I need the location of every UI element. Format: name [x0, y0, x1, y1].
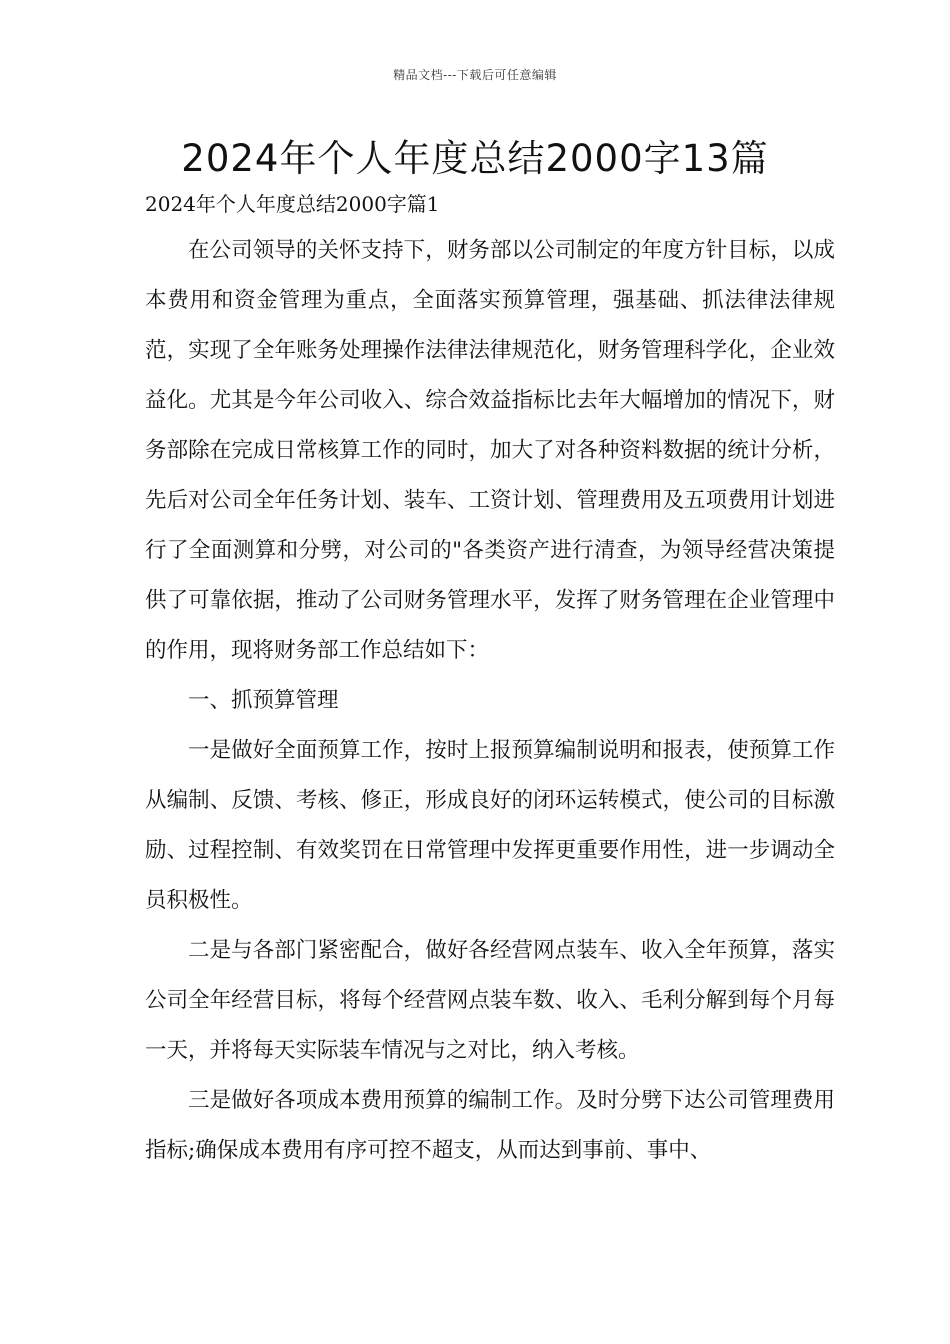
header-note: 精品文档---下载后可任意编辑: [393, 68, 557, 82]
paragraph: 二是与各部门紧密配合，做好各经营网点装车、收入全年预算，落实公司全年经营目标，将每个经营网点装车数、收入、毛利分解到每个月每一天，并将每天实际装车情况与之对比，纳入考核。: [145, 938, 835, 1063]
paragraph: 在公司领导的关怀支持下，财务部以公司制定的年度方针目标，以成本费用和资金管理为重点，全面落实预算管理，强基础、抓法律法律规范，实现了全年账务处理操作法律法律规范化，财务管理科学化，企业效益化。尤其是今年公司收入、综合效益指标比去年大幅增加的情况下，财务部除在完成日常核算工作的同时，加大了对各种资料数据的统计分析，先后对公司全年任务计划、装车、工资计划、管理费用及五项费用计划进行了全面测算和分劈，对公司的"各类资产进行清查，为领导经营决策提供了可靠依据，推动了公司财务管理水平，发挥了财务管理在企业管理中的作用，现将财务部工作总结如下：: [145, 238, 835, 663]
document-subtitle: 2024年个人年度总结2000字篇1: [145, 192, 440, 216]
paragraph: 一是做好全面预算工作，按时上报预算编制说明和报表，使预算工作从编制、反馈、考核、修正，形成良好的闭环运转模式，使公司的目标激励、过程控制、有效奖罚在日常管理中发挥更重要作用性，进一步调动全员积极性。: [145, 738, 835, 913]
document-title: 2024年个人年度总结2000字13篇: [181, 137, 769, 180]
document-body: [145, 226, 835, 1176]
section-heading: 一、抓预算管理: [188, 688, 339, 713]
paragraph: 三是做好各项成本费用预算的编制工作。及时分劈下达公司管理费用指标;确保成本费用有序可控不超支，从而达到事前、事中、: [145, 1088, 835, 1163]
